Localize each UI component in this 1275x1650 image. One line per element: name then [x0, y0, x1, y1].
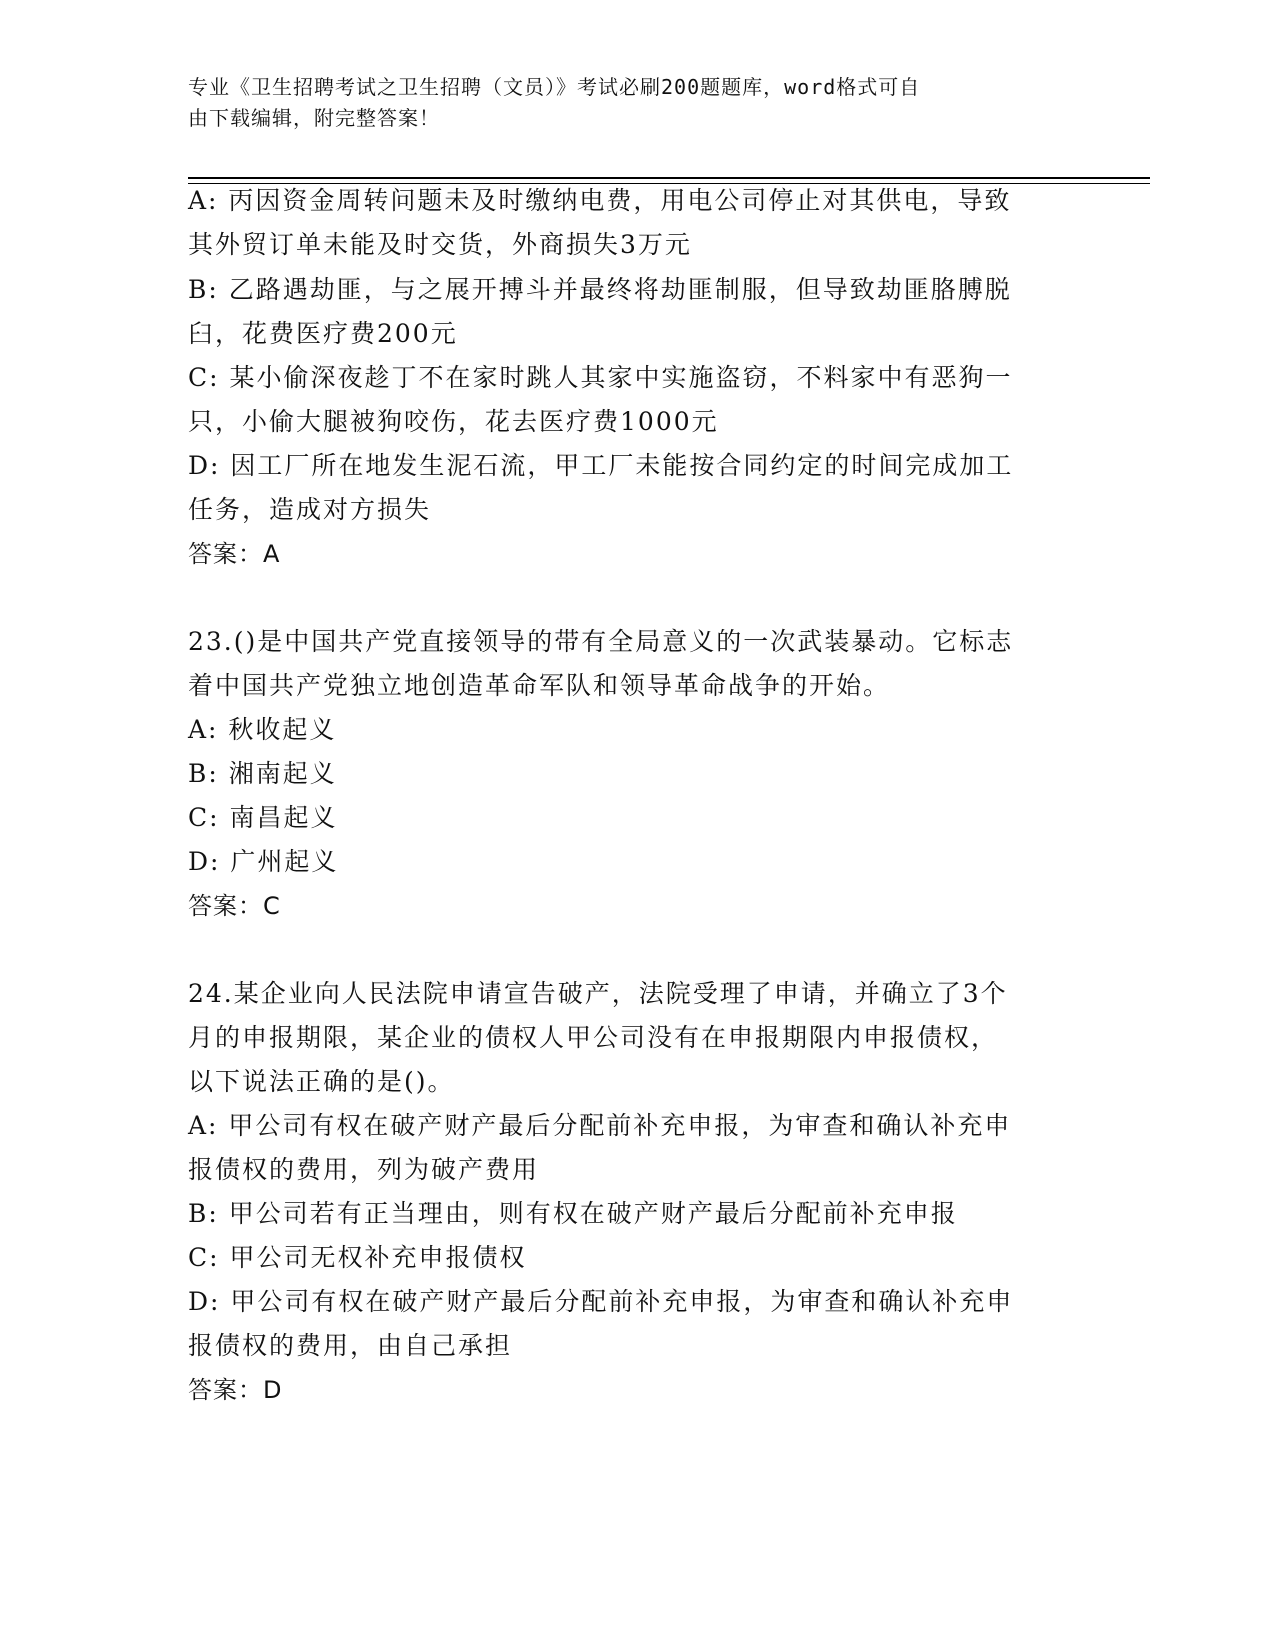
header-divider-thin — [188, 183, 1150, 184]
q22-option-a-line-2: 其外贸订单未能及时交货，外商损失3万元 — [188, 230, 692, 259]
q24-stem-line-2: 月的申报期限，某企业的债权人甲公司没有在申报期限内申报债权， — [188, 1023, 999, 1052]
q22-option-c-line-1: C: 某小偷深夜趁丁不在家时跳人其家中实施盗窃，不料家中有恶狗一 — [188, 363, 1013, 392]
q22-option-d-line-1: D: 因工厂所在地发生泥石流，甲工厂未能按合同约定的时间完成加工 — [188, 451, 1014, 480]
q24-answer: 答案：D — [188, 1376, 283, 1404]
q22-option-b-line-2: 臼，花费医疗费200元 — [188, 319, 458, 348]
header-title-line-2: 由下载编辑，附完整答案！ — [188, 106, 440, 130]
q24-option-d-line-2: 报债权的费用，由自己承担 — [188, 1331, 513, 1360]
q22-answer: 答案：A — [188, 540, 281, 568]
header-title-line-1: 专业《卫生招聘考试之卫生招聘（文员）》考试必刷200题题库，word格式可自 — [188, 75, 921, 99]
q22-option-a-line-1: A: 丙因资金周转问题未及时缴纳电费，用电公司停止对其供电，导致 — [188, 186, 1012, 215]
q24-stem-line-1: 24.某企业向人民法院申请宣告破产，法院受理了申请，并确立了3个 — [188, 979, 1008, 1008]
q23-option-a: A: 秋收起义 — [188, 715, 337, 744]
q24-option-a-line-2: 报债权的费用，列为破产费用 — [188, 1155, 540, 1184]
q24-option-c: C: 甲公司无权补充申报债权 — [188, 1243, 527, 1272]
q24-option-d-line-1: D: 甲公司有权在破产财产最后分配前补充申报，为审查和确认补充申 — [188, 1287, 1014, 1316]
q22-option-c-line-2: 只，小偷大腿被狗咬伤，花去医疗费1000元 — [188, 407, 719, 436]
q22-option-b-line-1: B: 乙路遇劫匪，与之展开搏斗并最终将劫匪制服，但导致劫匪胳膊脱 — [188, 275, 1012, 304]
q23-option-c: C: 南昌起义 — [188, 803, 338, 832]
q24-stem-line-3: 以下说法正确的是()。 — [188, 1067, 455, 1096]
q22-option-d-line-2: 任务，造成对方损失 — [188, 495, 432, 524]
q24-option-b: B: 甲公司若有正当理由，则有权在破产财产最后分配前补充申报 — [188, 1199, 958, 1228]
header-divider-thick — [188, 177, 1150, 179]
q23-stem-line-2: 着中国共产党独立地创造革命军队和领导革命战争的开始。 — [188, 671, 891, 700]
q23-answer: 答案：C — [188, 892, 281, 920]
q24-option-a-line-1: A: 甲公司有权在破产财产最后分配前补充申报，为审查和确认补充申 — [188, 1111, 1012, 1140]
q23-stem-line-1: 23.()是中国共产党直接领导的带有全局意义的一次武装暴动。它标志 — [188, 627, 1014, 656]
q23-option-d: D: 广州起义 — [188, 847, 339, 876]
q23-option-b: B: 湘南起义 — [188, 759, 337, 788]
document-header — [188, 72, 1068, 134]
